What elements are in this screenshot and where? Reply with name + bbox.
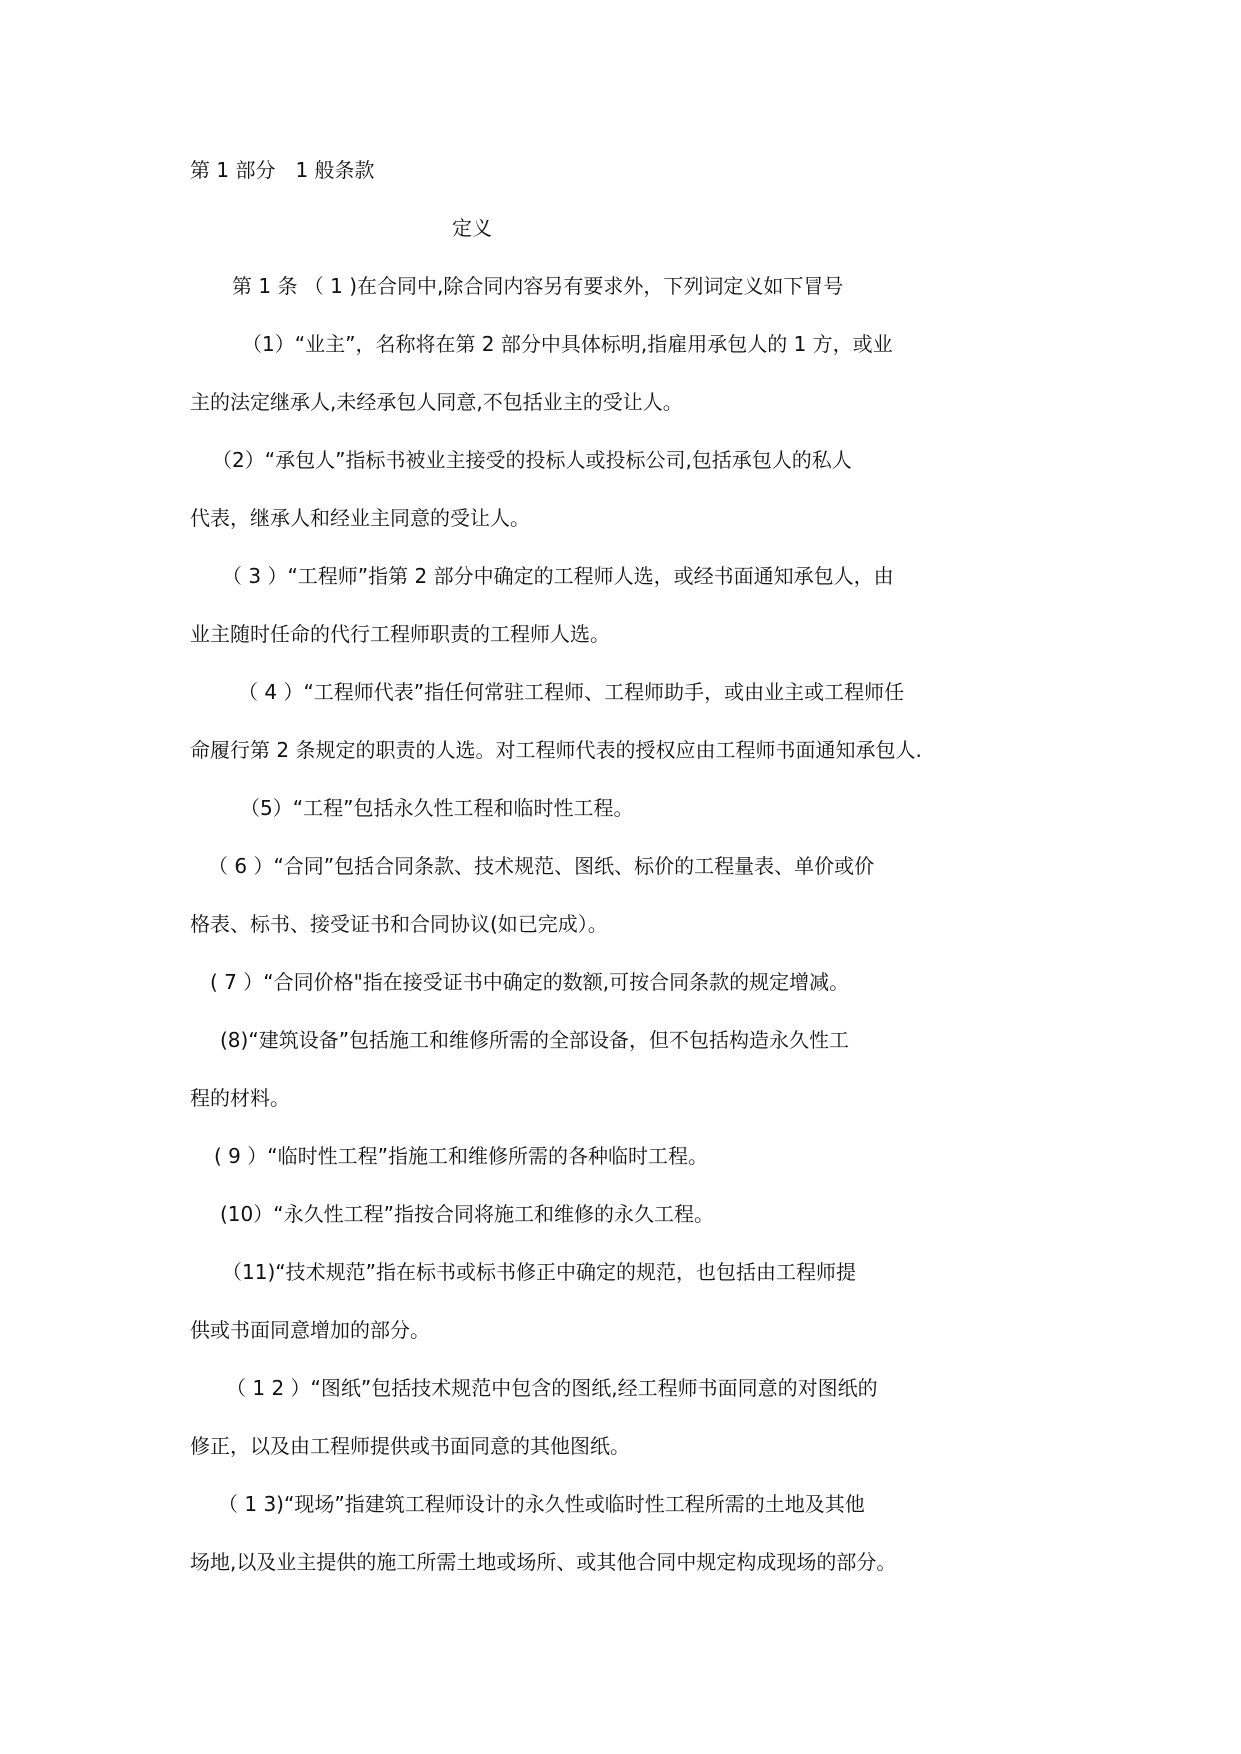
- definition-13-line-1: （ 1 3)“现场”指建筑工程师设计的永久性或临时性工程所需的土地及其他: [218, 1492, 865, 1516]
- definition-3-line-2: 业主随时任命的代行工程师职责的工程师人选。: [190, 622, 610, 646]
- definition-12-line-1: （ 1 2 ）“图纸”包括技术规范中包含的图纸,经工程师书面同意的对图纸的: [226, 1376, 878, 1400]
- definition-7: ( 7 ）“合同价格"指在接受证书中确定的数额,可按合同条款的规定增减。: [210, 970, 850, 994]
- definition-10: (10）“永久性工程”指按合同将施工和维修的永久工程。: [220, 1202, 714, 1226]
- definitions-title: 定义: [452, 216, 492, 240]
- section-heading: 第 1 部分 1 般条款: [190, 158, 375, 182]
- definition-8-line-2: 程的材料。: [190, 1086, 290, 1110]
- definition-4-line-1: （ 4 ）“工程师代表”指任何常驻工程师、工程师助手，或由业主或工程师任: [238, 680, 905, 704]
- definition-6-line-2: 格表、标书、接受证书和合同协议(如已完成）。: [190, 912, 608, 936]
- definition-9: ( 9 ）“临时性工程”指施工和维修所需的各种临时工程。: [214, 1144, 708, 1168]
- definition-6-line-1: （ 6 ）“合同”包括合同条款、技术规范、图纸、标价的工程量表、单价或价: [208, 854, 875, 878]
- definition-1-line-2: 主的法定继承人,未经承包人同意,不包括业主的受让人。: [190, 390, 683, 414]
- definition-4-line-2: 命履行第 2 条规定的职责的人选。对工程师代表的授权应由工程师书面通知承包人.: [190, 738, 922, 762]
- definition-1-line-1: （1）“业主”，名称将在第 2 部分中具体标明,指雇用承包人的 1 方，或业: [242, 332, 893, 356]
- definition-2-line-2: 代表，继承人和经业主同意的受让人。: [190, 506, 530, 530]
- definition-2-line-1: （2）“承包人”指标书被业主接受的投标人或投标公司,包括承包人的私人: [212, 448, 852, 472]
- definition-11-line-1: （11)“技术规范”指在标书或标书修正中确定的规范，也包括由工程师提: [222, 1260, 856, 1284]
- definition-5: （5）“工程”包括永久性工程和临时性工程。: [240, 796, 634, 820]
- definition-8-line-1: (8)“建筑设备”包括施工和维修所需的全部设备，但不包括构造永久性工: [220, 1028, 850, 1052]
- definition-13-line-2: 场地,以及业主提供的施工所需土地或场所、或其他合同中规定构成现场的部分。: [190, 1550, 897, 1574]
- definition-12-line-2: 修正，以及由工程师提供或书面同意的其他图纸。: [190, 1434, 630, 1458]
- definition-3-line-1: （ 3 ）“工程师”指第 2 部分中确定的工程师人选，或经书面通知承包人，由: [222, 564, 894, 588]
- definition-11-line-2: 供或书面同意增加的部分。: [190, 1318, 430, 1342]
- article-1-intro: 第 1 条 （ 1 )在合同中,除合同内容另有要求外，下列词定义如下冒号: [232, 274, 844, 298]
